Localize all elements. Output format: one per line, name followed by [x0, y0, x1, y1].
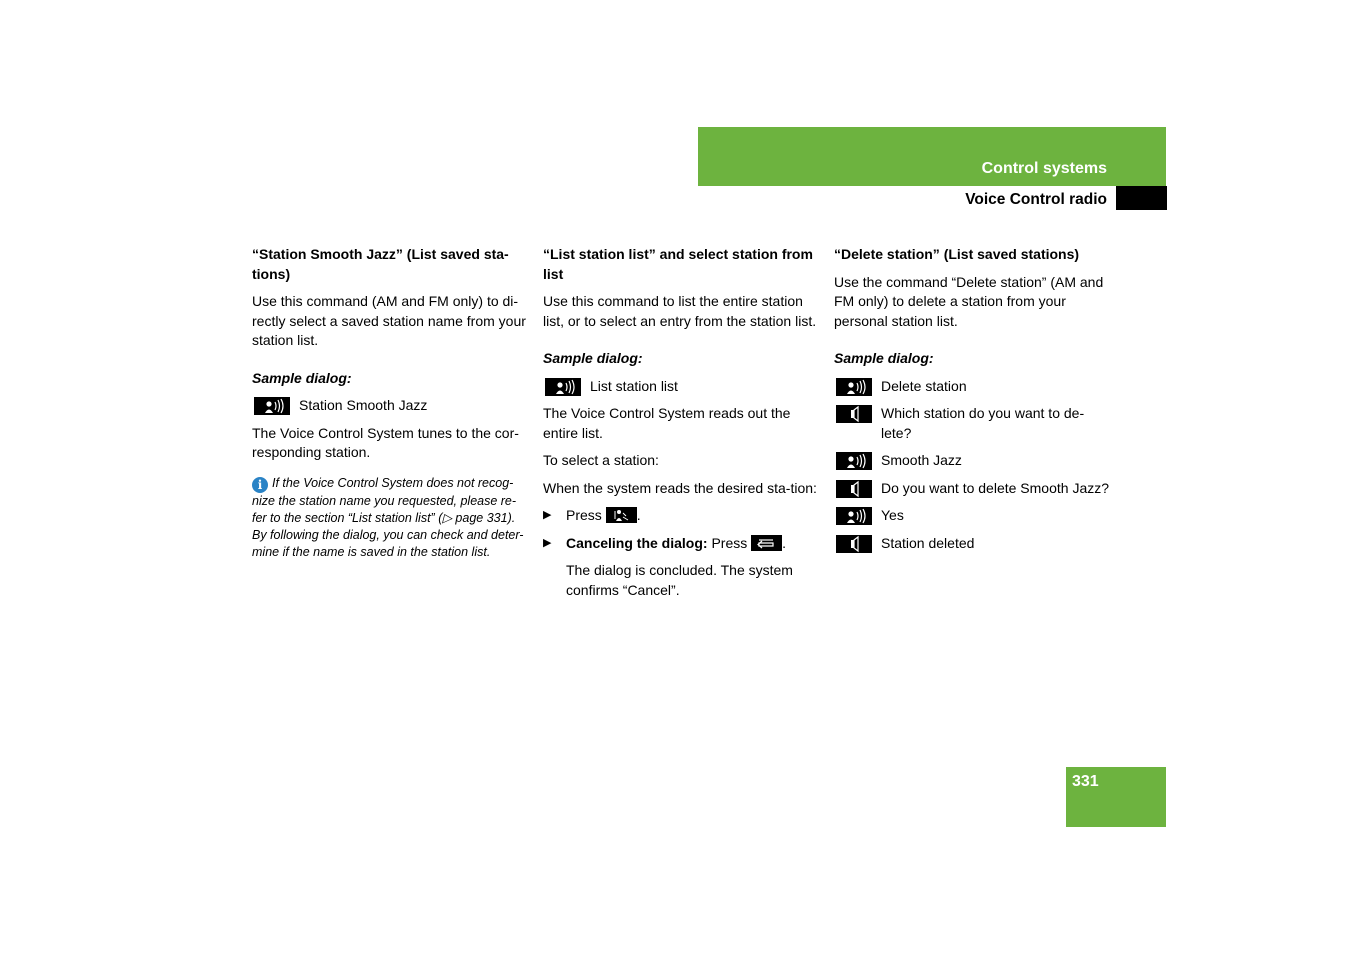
- dialog-line: [834, 377, 1110, 397]
- dialog-line: [834, 479, 1110, 499]
- section-heading: “Station Smooth Jazz” (List saved sta-tions): [252, 246, 509, 282]
- talk-button-icon: [606, 507, 637, 523]
- speaking-person-icon: [836, 507, 872, 525]
- bullet-arrow-icon: ▶: [543, 536, 552, 549]
- info-note: [252, 475, 528, 561]
- intro-text: Use the command “Delete station” (AM and FM only) to delete a station from your personal station list.: [834, 273, 1104, 329]
- dialog-line: [252, 396, 528, 416]
- section-heading: “List station list” and select station from list: [543, 246, 813, 282]
- page-number: 331: [1072, 773, 1099, 790]
- back-button-icon: [751, 535, 782, 551]
- speaking-person-icon: [545, 378, 581, 396]
- sample-dialog-label: Sample dialog:: [834, 350, 934, 366]
- dialog-text: Yes: [881, 507, 904, 523]
- dialog-line: [834, 451, 1110, 471]
- section-heading: “Delete station” (List saved stations): [834, 246, 1080, 262]
- speaking-person-icon: [836, 452, 872, 470]
- instruction-text: Press: [566, 507, 602, 523]
- intro-text: Use this command (AM and FM only) to di-rectly select a saved station name from your station list.: [252, 293, 526, 348]
- select-label: To select a station:: [543, 452, 659, 468]
- speaker-icon: [836, 405, 872, 423]
- instruction-bold-label: Canceling the dialog:: [566, 534, 708, 551]
- when-text: When the system reads the desired sta-tion:: [543, 479, 817, 496]
- instruction-press: ▶ Press .: [543, 506, 819, 526]
- dialog-line: [543, 377, 819, 397]
- result-text: The Voice Control System reads out the entire list.: [543, 405, 791, 441]
- info-icon: i: [252, 477, 268, 493]
- speaking-person-icon: [836, 378, 872, 396]
- dialog-line: [834, 506, 1110, 526]
- header-tab-marker: [1116, 186, 1167, 210]
- speaking-person-icon: [254, 397, 290, 415]
- dialog-line: [834, 534, 1110, 554]
- bullet-arrow-icon: ▶: [543, 509, 552, 521]
- speaker-icon: [836, 535, 872, 553]
- result-text: The Voice Control System tunes to the cor-responding station.: [252, 424, 519, 460]
- speaker-icon: [836, 480, 872, 498]
- instruction-cancel: ▶ Canceling the dialog: Press .: [543, 534, 819, 554]
- instruction-text: Press: [711, 534, 748, 551]
- dialog-text: Station deleted: [881, 534, 975, 551]
- dialog-line: [834, 404, 1110, 443]
- column-delete-station: [834, 245, 1110, 561]
- sample-dialog-label: Sample dialog:: [543, 350, 643, 366]
- dialog-text: Smooth Jazz: [881, 452, 962, 468]
- cancel-result-text: The dialog is concluded. The system confirms “Cancel”.: [566, 562, 793, 598]
- dialog-text: Do you want to delete Smooth Jazz?: [881, 479, 1110, 496]
- dialog-text: Station Smooth Jazz: [299, 397, 428, 413]
- column-station-smooth-jazz: [252, 245, 528, 561]
- sample-dialog-label: Sample dialog:: [252, 369, 352, 386]
- dialog-text: Which station do you want to de-lete?: [881, 405, 1085, 441]
- column-list-station-list: [543, 245, 819, 608]
- intro-text: Use this command to list the entire station list, or to select an entry from the station list.: [543, 293, 817, 329]
- subsection-title: Voice Control radio: [965, 191, 1107, 208]
- dialog-text: List station list: [590, 377, 678, 394]
- section-title: Control systems: [981, 160, 1107, 177]
- note-text: If the Voice Control System does not recog-nize the station name you requested, please re-fer to the section “List station list” (▷ page 331). By following the dialog, you can check and deter-mine if the name is saved in the station list.: [252, 475, 524, 559]
- dialog-text: Delete station: [881, 377, 967, 394]
